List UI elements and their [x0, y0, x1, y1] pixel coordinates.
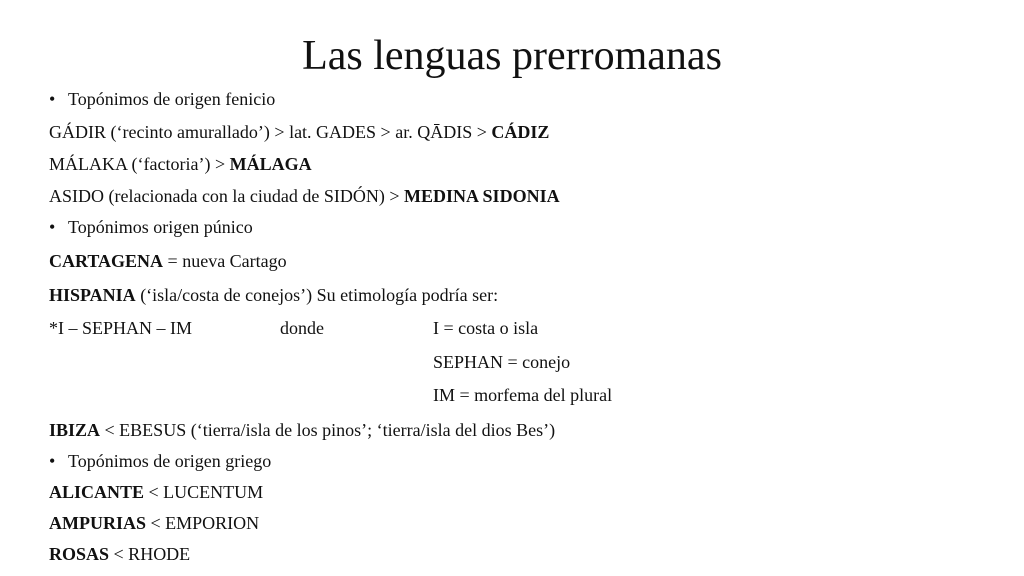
- line-ampurias: AMPURIAS < EMPORION: [49, 513, 260, 533]
- bullet-punico: [49, 216, 253, 238]
- toponym-cartagena: CARTAGENA: [49, 251, 164, 271]
- line-gadir: GÁDIR (‘recinto amurallado’) > lat. GADES > ar. QĀDIS > CÁDIZ: [49, 122, 550, 142]
- toponym-rosas: ROSAS: [49, 544, 110, 564]
- toponym-ampurias: AMPURIAS: [49, 513, 146, 533]
- section-heading-punico: Topónimos origen púnico: [68, 217, 253, 237]
- line-asido: ASIDO (relacionada con la ciudad de SIDÓN) > MEDINA SIDONIA: [49, 186, 560, 206]
- toponym-alicante: ALICANTE: [49, 482, 145, 502]
- section-heading-fenicio: Topónimos de origen fenicio: [68, 89, 276, 109]
- bullet-icon: •: [49, 89, 56, 109]
- line-malaka: MÁLAKA (‘factoria’) > MÁLAGA: [49, 154, 312, 174]
- etymology-part-3: IM = morfema del plural: [433, 385, 613, 405]
- line-cartagena: CARTAGENA = nueva Cartago: [49, 251, 287, 271]
- toponym-hispania: HISPANIA: [49, 285, 136, 305]
- etymology-donde: donde: [280, 318, 324, 338]
- line-ibiza: IBIZA < EBESUS (‘tierra/isla de los pinos’; ‘tierra/isla del dios Bes’): [49, 420, 556, 440]
- bullet-fenicio: [49, 88, 275, 110]
- toponym-medina-sidonia: MEDINA SIDONIA: [404, 186, 560, 206]
- toponym-ibiza: IBIZA: [49, 420, 101, 440]
- line-rosas: ROSAS < RHODE: [49, 544, 191, 564]
- bullet-icon: •: [49, 217, 56, 237]
- etymology-part-2: SEPHAN = conejo: [433, 352, 571, 372]
- toponym-cadiz: CÁDIZ: [491, 122, 550, 142]
- bullet-icon: •: [49, 451, 56, 471]
- etymology-form: *I – SEPHAN – IM: [49, 318, 193, 338]
- bullet-griego: [49, 450, 271, 472]
- line-etymology: [49, 317, 749, 339]
- section-heading-griego: Topónimos de origen griego: [68, 451, 272, 471]
- line-hispania: HISPANIA (‘isla/costa de conejos’) Su etimología podría ser:: [49, 285, 499, 305]
- toponym-malaga: MÁLAGA: [229, 154, 312, 174]
- line-alicante: ALICANTE < LUCENTUM: [49, 482, 264, 502]
- slide-title: Las lenguas prerromanas: [302, 33, 722, 79]
- etymology-part-1: I = costa o isla: [433, 318, 539, 338]
